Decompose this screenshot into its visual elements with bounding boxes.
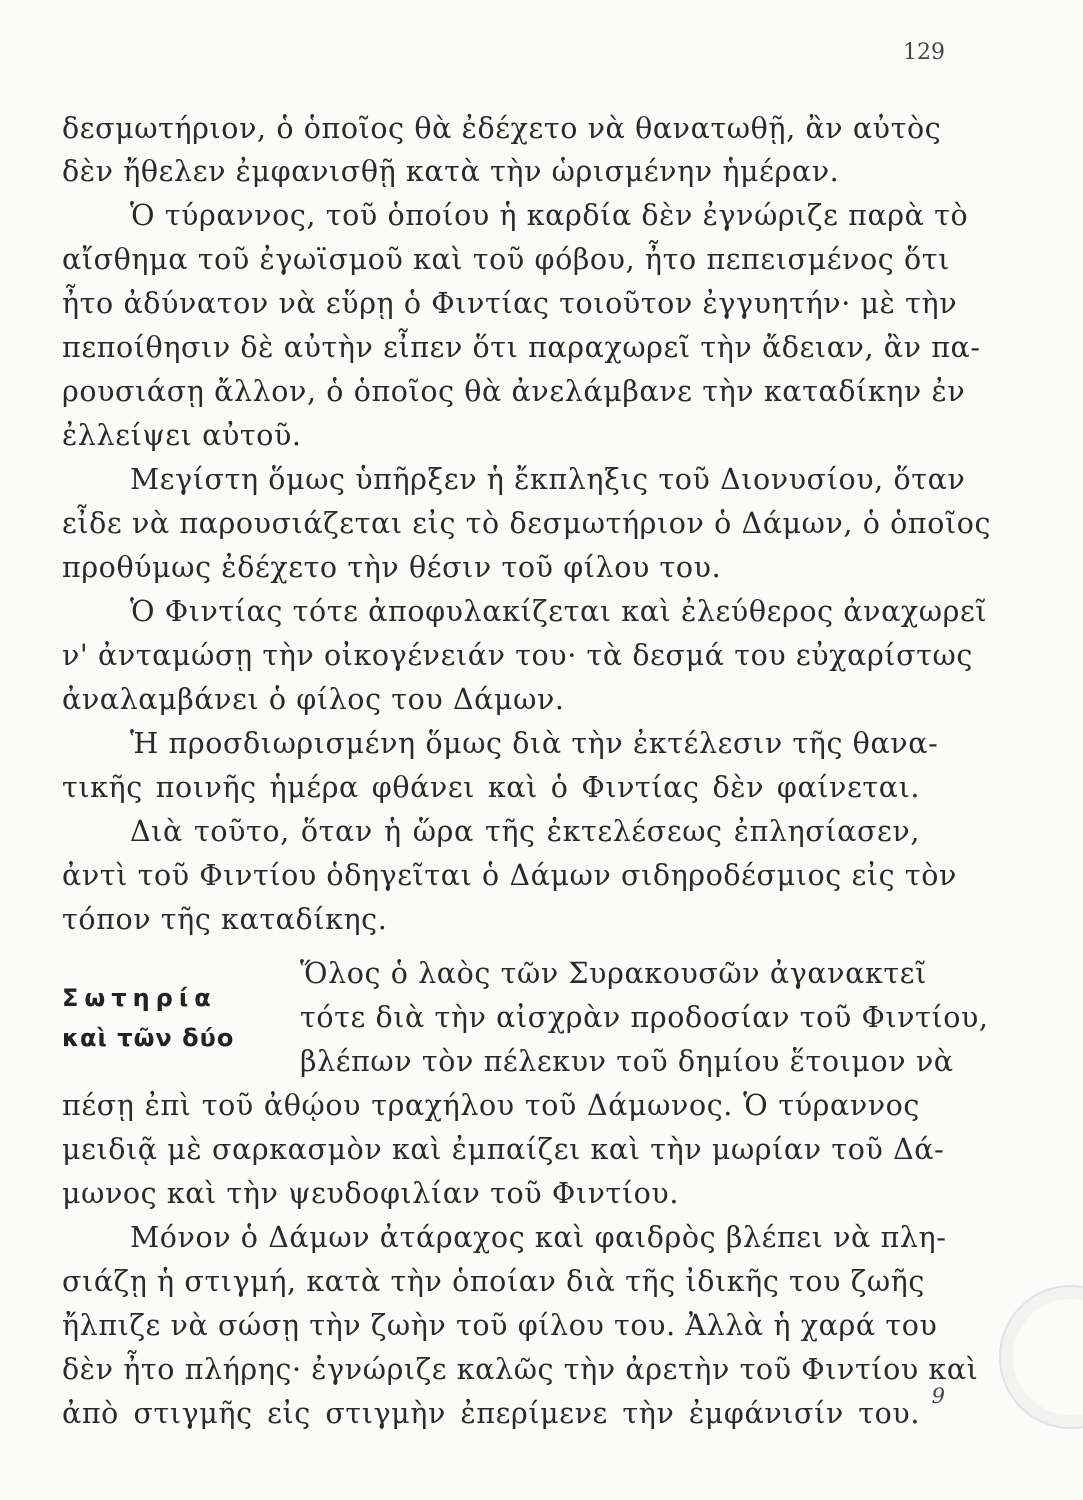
- text-line: ἐλλείψει αὐτοῦ.: [62, 419, 302, 452]
- text-line: δὲν ἦτο πλήρης· ἐγνώριζε καλῶς τὴν ἀρετὴν τοῦ Φιντίου καὶ: [62, 1353, 979, 1386]
- text-line: Ὅλος ὁ λαὸς τῶν Συρακουσῶν ἀγανακτεῖ: [300, 957, 927, 990]
- page-number: 129: [903, 40, 945, 65]
- text-line: Ἡ προσδιωρισμένη ὅμως διὰ τὴν ἐκτέλεσιν τῆς θανα-: [130, 727, 939, 760]
- text-line: Μεγίστη ὅμως ὑπῆρξεν ἡ ἔκπληξις τοῦ Διονυσίου, ὅταν: [130, 463, 966, 496]
- text-line: ἤλπιζε νὰ σώσῃ τὴν ζωὴν τοῦ φίλου του. Ἀλλὰ ἡ χαρά του: [62, 1309, 938, 1342]
- text-line: ν' ἀνταμώσῃ τὴν οἰκογένειάν του· τὰ δεσμά του εὐχαρίστως: [62, 639, 973, 672]
- text-line: ἀπὸ στιγμῆς εἰς στιγμὴν ἐπερίμενε τὴν ἐμφάνισίν του.: [62, 1397, 920, 1430]
- text-line: Μόνον ὁ Δάμων ἀτάραχος καὶ φαιδρὸς βλέπει νὰ πλη-: [130, 1221, 947, 1254]
- text-line: βλέπων τὸν πέλεκυν τοῦ δημίου ἕτοιμον νὰ: [300, 1045, 954, 1078]
- text-line: πέσῃ ἐπὶ τοῦ ἀθῴου τραχήλου τοῦ Δάμωνος. Ὁ τύραννος: [62, 1089, 920, 1122]
- text-line: δὲν ἤθελεν ἐμφανισθῇ κατὰ τὴν ὡρισμένην ἡμέραν.: [62, 155, 840, 188]
- library-stamp: [999, 1285, 1083, 1429]
- side-heading: [62, 978, 234, 1058]
- text-line: εἶδε νὰ παρουσιάζεται εἰς τὸ δεσμωτήριον ὁ Δάμων, ὁ ὁποῖος: [62, 507, 992, 540]
- text-line: τόπον τῆς καταδίκης.: [62, 903, 388, 936]
- text-line: πεποίθησιν δὲ αὐτὴν εἶπεν ὅτι παραχωρεῖ τὴν ἄδειαν, ἂν πα-: [62, 331, 981, 364]
- text-line: μωνος καὶ τὴν ψευδοφιλίαν τοῦ Φιντίου.: [62, 1177, 679, 1210]
- side-heading-line: Σωτηρία: [62, 984, 217, 1012]
- text-line: μειδιᾷ μὲ σαρκασμὸν καὶ ἐμπαίζει καὶ τὴν μωρίαν τοῦ Δά-: [62, 1133, 945, 1166]
- text-line: τότε διὰ τὴν αἰσχρὰν προδοσίαν τοῦ Φιντίου,: [300, 1001, 989, 1034]
- text-line: ἀναλαμβάνει ὁ φίλος του Δάμων.: [62, 683, 565, 716]
- text-line: Ὁ τύραννος, τοῦ ὁποίου ἡ καρδία δὲν ἐγνώριζε παρὰ τὸ: [130, 199, 969, 232]
- signature-mark: 9: [931, 1384, 945, 1408]
- text-line: σιάζῃ ἡ στιγμή, κατὰ τὴν ὁποίαν διὰ τῆς ἰδικῆς του ζωῆς: [62, 1265, 925, 1298]
- text-line: δεσμωτήριον, ὁ ὁποῖος θὰ ἐδέχετο νὰ θανατωθῇ, ἂν αὐτὸς: [62, 112, 942, 145]
- text-line: τικῆς ποινῆς ἡμέρα φθάνει καὶ ὁ Φιντίας δὲν φαίνεται.: [62, 771, 920, 804]
- text-line: ἦτο ἀδύνατον νὰ εὕρῃ ὁ Φιντίας τοιοῦτον ἐγγυητήν· μὲ τὴν: [62, 287, 958, 320]
- text-line: ἀντὶ τοῦ Φιντίου ὁδηγεῖται ὁ Δάμων σιδηροδέσμιος εἰς τὸν: [62, 859, 957, 892]
- text-line: ρουσιάσῃ ἄλλον, ὁ ὁποῖος θὰ ἀνελάμβανε τὴν καταδίκην ἐν: [62, 375, 966, 408]
- text-line: προθύμως ἐδέχετο τὴν θέσιν τοῦ φίλου του.: [62, 551, 722, 584]
- text-line: Διὰ τοῦτο, ὅταν ἡ ὥρα τῆς ἐκτελέσεως ἐπλησίασεν,: [130, 815, 920, 848]
- text-line: αἴσθημα τοῦ ἐγωϊσμοῦ καὶ τοῦ φόβου, ἦτο πεπεισμένος ὅτι: [62, 243, 950, 276]
- side-heading-line: καὶ τῶν δύο: [62, 1024, 235, 1052]
- text-line: Ὁ Φιντίας τότε ἀποφυλακίζεται καὶ ἐλεύθερος ἀναχωρεῖ: [130, 595, 988, 628]
